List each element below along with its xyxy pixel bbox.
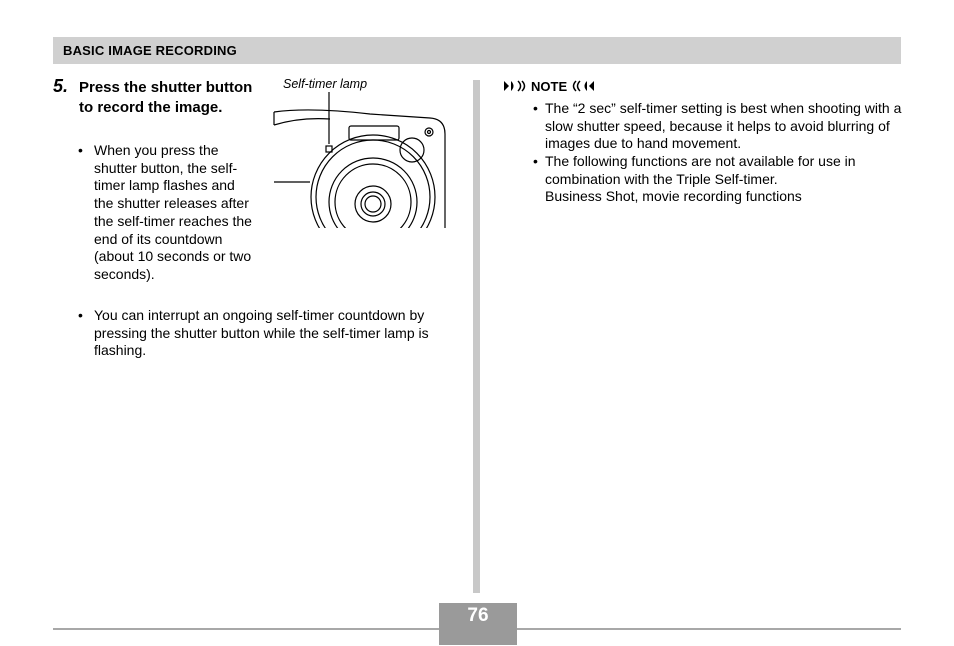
note-bullet-item: • The following functions are not available for use in combination with the Triple Self-timer. <box>533 153 903 188</box>
note-unavailable-functions: Business Shot, movie recording functions <box>545 188 802 204</box>
page-number: 76 <box>467 605 489 626</box>
step-bullet-list-2 <box>78 307 448 360</box>
note-bullet-list <box>533 100 903 189</box>
note-header <box>503 78 595 94</box>
step-number: 5. <box>53 76 69 96</box>
section-header-bar <box>53 37 901 64</box>
note-bullet-item: • The “2 sec” self-timer setting is best when shooting with a slow shutter speed, because it helps to avoid blurring of images due to hand movement. <box>533 100 903 153</box>
note-label: NOTE <box>531 78 568 94</box>
camera-illustration <box>270 92 450 230</box>
step-title: Press the shutter button to record the image. <box>79 79 253 116</box>
column-divider <box>473 80 480 593</box>
section-title: BASIC IMAGE RECORDING <box>63 43 237 58</box>
page-number-box <box>439 603 517 645</box>
step-bullet-list <box>78 142 258 284</box>
step-bullet-item: • When you press the shutter button, the self-timer lamp flashes and the shutter releases after the self-timer reaches the end of its countdown (about 10 seconds or two seconds). <box>78 142 258 284</box>
step-bullet-item: • You can interrupt an ongoing self-timer countdown by pressing the shutter button while the self-timer lamp is flashing. <box>78 307 448 360</box>
note-left-arrows-icon <box>503 80 527 92</box>
self-timer-lamp-caption: Self-timer lamp <box>283 77 368 91</box>
note-right-arrows-icon <box>571 80 595 92</box>
